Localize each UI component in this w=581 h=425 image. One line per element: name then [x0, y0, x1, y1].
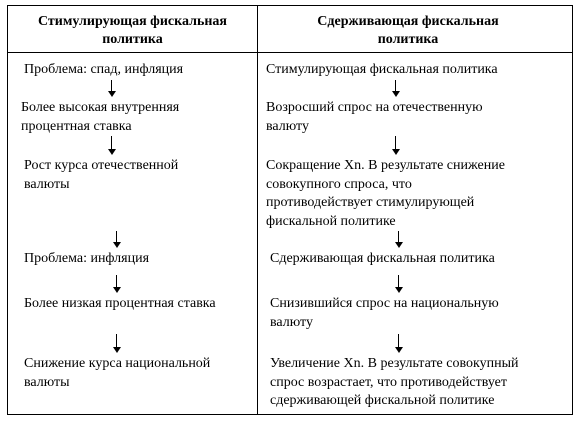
right-step-4 [270, 250, 495, 269]
right-step-2-line-2: валюту [266, 118, 309, 134]
header-right-line-1: Сдерживающая фискальная [317, 14, 499, 29]
down-arrow-icon [113, 231, 121, 248]
left-step-5 [24, 295, 216, 314]
header-left [8, 13, 257, 49]
right-step-3-line-4: фискальной политике [266, 213, 396, 229]
left-step-1-line-1: Проблема: спад, инфляция [24, 62, 184, 77]
down-arrow-icon [108, 80, 116, 97]
down-arrow-icon [113, 275, 121, 293]
left-step-1 [24, 61, 183, 80]
left-step-5-line-1: Более низкая процентная ставка [24, 296, 216, 311]
down-arrow-icon [113, 334, 121, 353]
right-step-4-line-1: Сдерживающая фискальная политика [270, 251, 495, 266]
right-step-3-line-3: противодействует стимулирующей [266, 195, 475, 210]
right-step-3 [266, 157, 505, 231]
right-step-1-line-1: Стимулирующая фискальная политика [266, 62, 498, 77]
down-arrow-icon [395, 334, 403, 353]
down-arrow-icon [395, 275, 403, 293]
left-step-3-line-1: Рост курса отечественной [24, 158, 179, 173]
right-step-5-line-1: Снизившийся спрос на национальную [270, 296, 499, 311]
right-step-5 [270, 295, 499, 332]
right-step-6-line-3: сдерживающей фискальной политике [270, 393, 495, 408]
left-step-6-line-1: Снижение курса национальной [24, 356, 211, 371]
left-step-6 [24, 355, 210, 392]
header-right [258, 13, 558, 49]
column-divider [257, 5, 258, 415]
down-arrow-icon [395, 231, 403, 248]
right-step-6-line-2: спрос возрастает, что противодействует [270, 374, 507, 390]
down-arrow-icon [392, 80, 400, 97]
left-step-2-line-2: процентная ставка [21, 118, 132, 134]
left-step-4 [24, 250, 149, 269]
header-right-line-2: политика [377, 32, 439, 47]
header-divider [7, 52, 573, 53]
header-left-line-1: Стимулирующая фискальная [37, 14, 227, 29]
right-step-1 [266, 61, 498, 80]
right-step-6 [270, 355, 519, 411]
left-step-2-line-1: Более высокая внутренняя [21, 100, 180, 115]
right-step-2-line-1: Возросший спрос на отечественную [266, 100, 483, 115]
left-step-2 [21, 99, 179, 136]
right-step-3-line-1: Сокращение Xn. В результате снижение [266, 158, 505, 173]
header-left-line-2: политика [102, 32, 163, 47]
right-step-2 [266, 99, 483, 136]
right-step-6-line-1: Увеличение Xn. В результате совокупный [270, 356, 519, 371]
left-step-3-line-2: валюты [24, 176, 70, 192]
right-step-3-line-2: совокупного спроса, что [266, 176, 412, 192]
down-arrow-icon [108, 136, 116, 155]
left-step-3 [24, 157, 178, 194]
down-arrow-icon [392, 136, 400, 155]
right-step-5-line-2: валюту [270, 314, 313, 330]
left-step-6-line-2: валюты [24, 374, 70, 390]
left-step-4-line-1: Проблема: инфляция [24, 251, 150, 266]
